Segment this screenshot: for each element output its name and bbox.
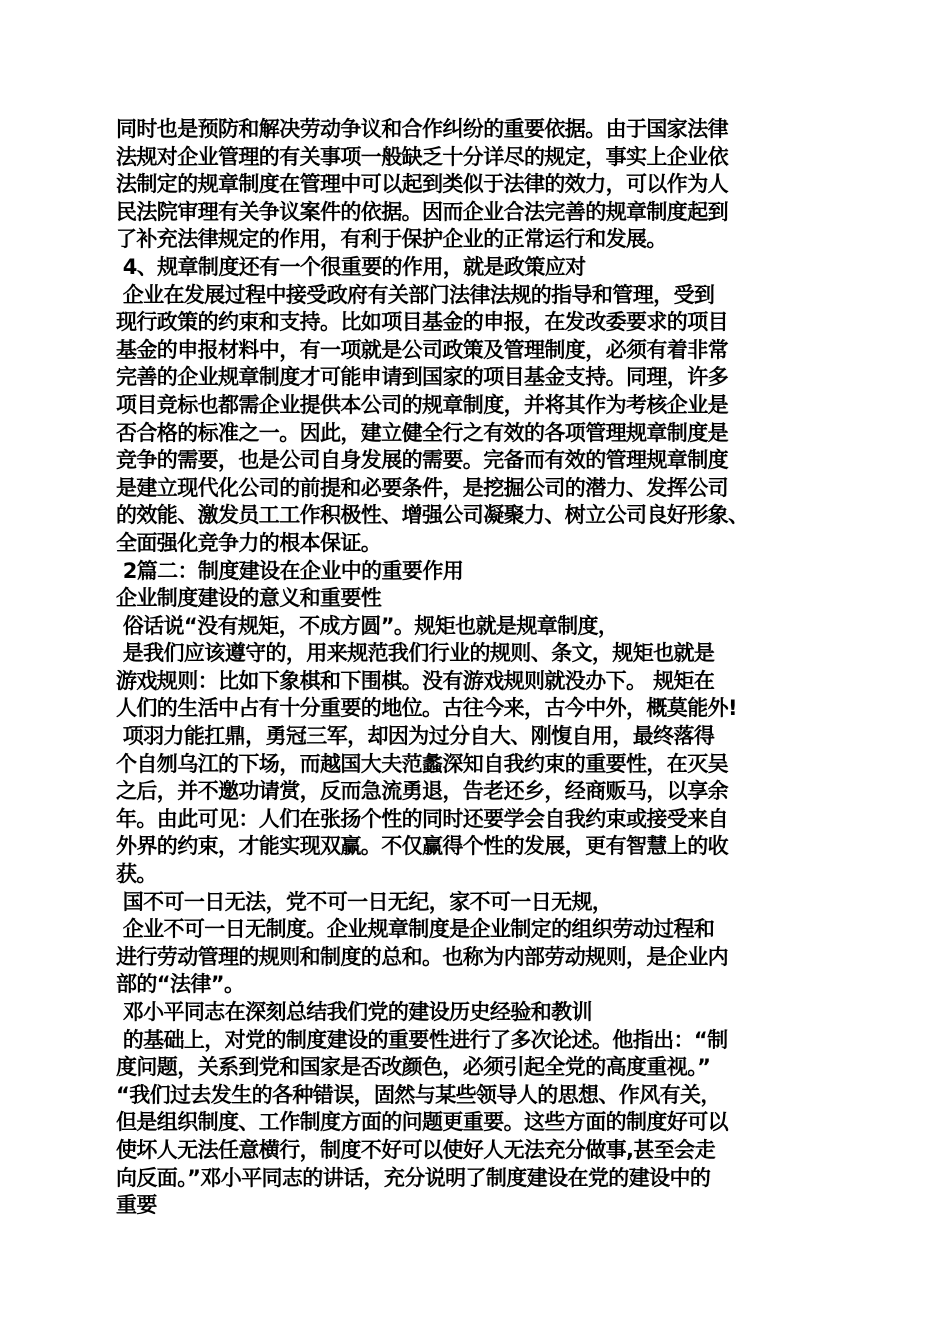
text-line: 的效能、激发员工工作积极性、增强公司凝聚力、树立公司良好形象、: [116, 503, 749, 528]
text-line: 完善的企业规章制度才可能申请到国家的项目基金支持。同理，许多: [116, 365, 728, 390]
text-line: 是建立现代化公司的前提和必要条件，是挖掘公司的潜力、发挥公司: [116, 475, 728, 500]
text-line: 但是组织制度、工作制度方面的问题更重要。这些方面的制度好可以: [116, 1110, 728, 1135]
text-line: 的基础上，对党的制度建设的重要性进行了多次论述。他指出：“制: [116, 1027, 728, 1052]
text-line: 年。由此可见：人们在张扬个性的同时还要学会自我约束或接受来自: [116, 806, 728, 831]
text-line: 部的“法律”。: [116, 972, 245, 997]
text-line: “我们过去发生的各种错误，固然与某些领导人的思想、作风有关，: [116, 1082, 721, 1107]
text-line: 竞争的需要，也是公司自身发展的需要。完备而有效的管理规章制度: [116, 448, 728, 473]
text-line: 使坏人无法任意横行，制度不好可以使好人无法充分做事,甚至会走: [116, 1137, 715, 1162]
text-line: 2篇二：制度建设在企业中的重要作用: [116, 558, 464, 583]
text-line: 个自刎乌江的下场，而越国大夫范蠡深知自我约束的重要性，在灭吴: [116, 751, 728, 776]
text-line: 度问题，关系到党和国家是否改颜色，必须引起全党的高度重视。”: [116, 1055, 711, 1080]
text-line: 国不可一日无法，党不可一日无纪，家不可一日无规，: [116, 889, 613, 914]
text-line: 现行政策的约束和支持。比如项目基金的申报，在发改委要求的项目: [116, 310, 728, 335]
text-line: 重要: [116, 1193, 157, 1218]
text-line: 游戏规则：比如下象棋和下围棋。没有游戏规则就没办下。 规矩在: [116, 668, 715, 693]
text-line: 俗话说“没有规矩，不成方圆”。规矩也就是规章制度，: [116, 613, 619, 638]
text-line: 企业在发展过程中接受政府有关部门法律法规的指导和管理，受到: [116, 282, 715, 307]
text-line: 向反面。”邓小平同志的讲话，充分说明了制度建设在党的建设中的: [116, 1165, 711, 1190]
text-line: 是我们应该遵守的，用来规范我们行业的规则、条文，规矩也就是: [116, 641, 715, 666]
text-line: 企业制度建设的意义和重要性: [116, 586, 382, 611]
document-body: [116, 116, 856, 1220]
text-line: 全面强化竞争力的根本保证。: [116, 530, 382, 555]
text-line: 民法院审理有关争议案件的依据。因而企业合法完善的规章制度起到: [116, 199, 728, 224]
text-line: 项目竞标也都需企业提供本公司的规章制度，并将其作为考核企业是: [116, 392, 728, 417]
text-line: 了补充法律规定的作用，有利于保护企业的正常运行和发展。: [116, 227, 667, 252]
text-line: 邓小平同志在深刻总结我们党的建设历史经验和教训: [116, 1000, 592, 1024]
text-line: 法规对企业管理的有关事项一般缺乏十分详尽的规定，事实上企业依: [116, 144, 728, 169]
text-line: 企业不可一日无制度。企业规章制度是企业制定的组织劳动过程和: [116, 917, 715, 942]
text-line: 人们的生活中占有十分重要的地位。古往今来，古今中外，概莫能外!: [116, 696, 737, 721]
text-line: 否合格的标准之一。因此，建立健全行之有效的各项管理规章制度是: [116, 420, 728, 445]
text-line: 同时也是预防和解决劳动争议和合作纠纷的重要依据。由于国家法律: [116, 117, 728, 141]
text-line: 外界的约束，才能实现双赢。不仅赢得个性的发展，更有智慧上的收: [116, 834, 728, 859]
text-line: 获。: [116, 862, 157, 887]
text-line: 进行劳动管理的规则和制度的总和。也称为内部劳动规则，是企业内: [116, 944, 728, 969]
text-line: 4、规章制度还有一个很重要的作用，就是政策应对: [116, 254, 586, 279]
text-line: 基金的申报材料中，有一项就是公司政策及管理制度，必须有着非常: [116, 337, 728, 362]
text-line: 项羽力能扛鼎，勇冠三军，却因为过分自大、刚愎自用，最终落得: [116, 724, 715, 749]
text-line: 之后，并不邀功请赏，反而急流勇退，告老还乡，经商贩马，以享余: [116, 779, 728, 804]
text-line: 法制定的规章制度在管理中可以起到类似于法律的效力，可以作为人: [116, 172, 728, 197]
